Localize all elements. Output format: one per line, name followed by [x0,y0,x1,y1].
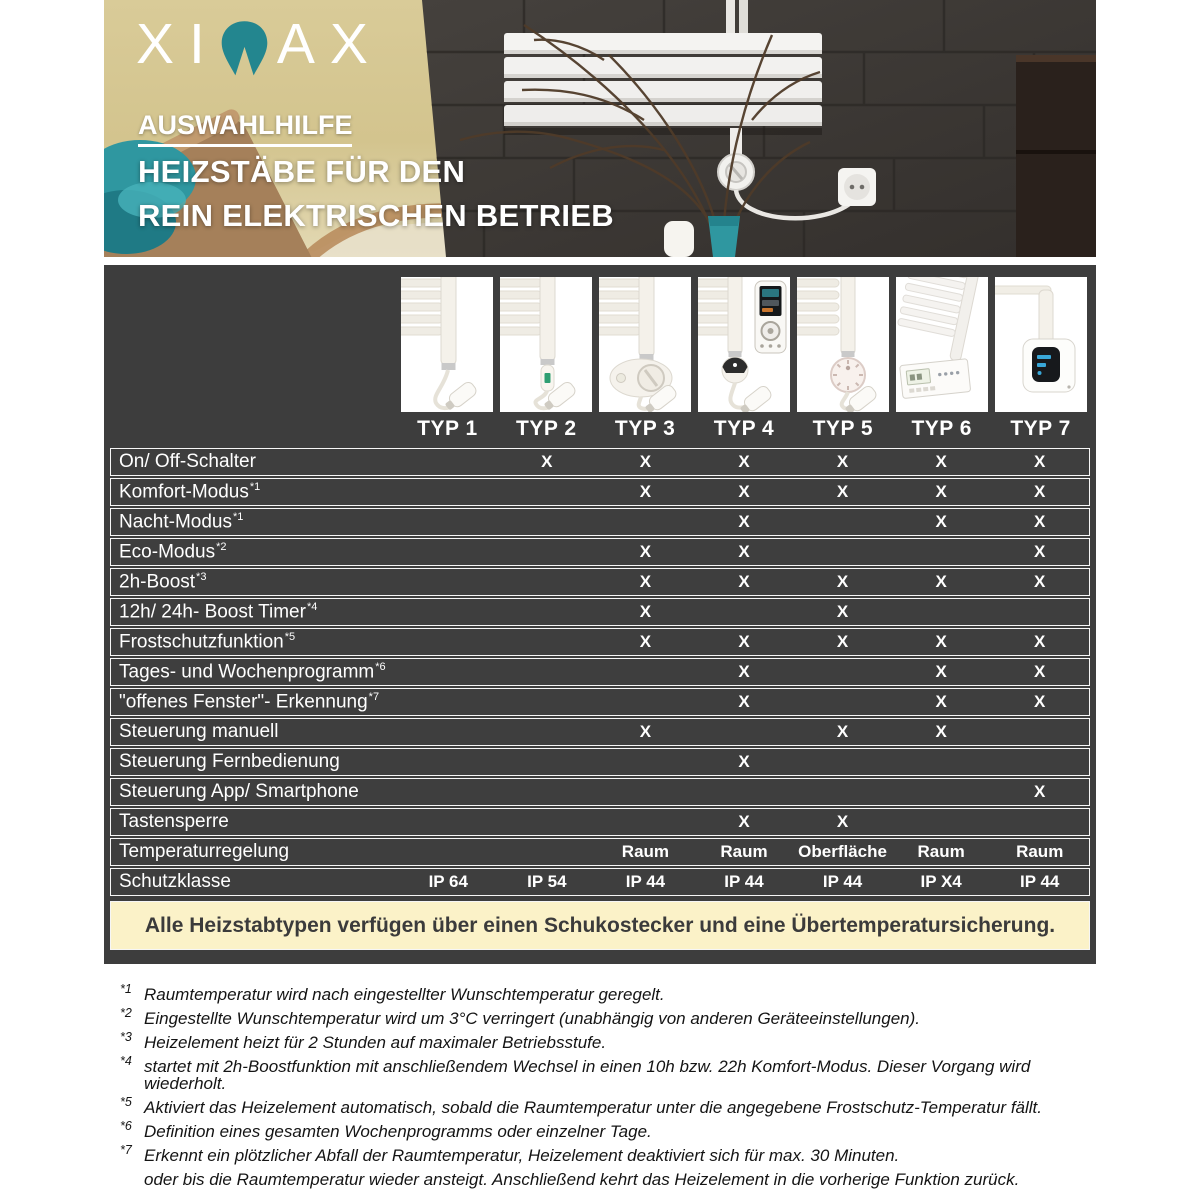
product-type-label: TYP 6 [911,417,972,440]
footnote-reference: *7 [368,690,380,703]
product-column [398,277,497,448]
feature-cell: X [935,692,947,711]
product-column [695,277,794,448]
feature-cell: X [1034,632,1046,651]
feature-cell: X [935,722,947,741]
feature-cell: X [639,542,652,561]
product-row-spacer [110,277,398,448]
heating-rod-cable-plug-icon [401,277,493,412]
heating-rod-dial-controller-icon [599,277,691,412]
feature-label: Komfort-Modus$^{*1}$ [119,480,261,503]
footnote-line [120,1005,1096,1028]
feature-cell: X [836,572,849,591]
feature-cell: X [935,632,947,651]
feature-cell: X [1034,542,1046,561]
feature-cell: X [738,692,750,711]
feature-cell: X [836,812,849,831]
feature-cell: X [935,452,947,471]
feature-label: Tastensperre [119,811,229,832]
footnote-line [120,1095,1096,1118]
feature-cell: X [738,812,750,831]
heating-rod-thermostat-dial-icon [797,277,889,412]
product-type-label: TYP 5 [812,417,874,440]
radiator-wall-control-panel-icon [896,277,988,412]
feature-cell: X [935,512,947,531]
feature-cell: X [639,602,652,621]
product-column [497,277,596,448]
feature-cell: X [1034,782,1046,801]
feature-label: 12h/ 24h- Boost Timer$^{*4}$ [119,600,318,623]
footnote-text: Definition eines gesamten Wochenprogramms oder einzelner Tage. [144,1122,652,1142]
feature-cell: X [738,452,750,471]
footnote-text: startet mit 2h-Boostfunktion mit anschließendem Wechsel in einen 10h bzw. 22h Komfort-Modus. Dieser Vorgang wird wiederholt. [144,1056,1031,1094]
hero-title-line2: REIN ELEKTRISCHEN BETRIEB [138,198,614,234]
heating-rod-remote-control-icon [698,277,790,412]
product-column [892,277,991,448]
feature-row [110,508,1090,536]
feature-cell: X [639,452,652,471]
logo-text-left: XI [136,12,220,76]
product-column [991,277,1090,448]
hero-eyebrow: AUSWAHLHILFE [138,110,352,147]
feature-cell: Raum [1016,842,1064,861]
feature-label: Steuerung manuell [119,721,279,742]
feature-row [110,868,1090,896]
feature-cell: X [639,572,652,591]
feature-cell: X [836,602,849,621]
feature-cell: X [1034,662,1046,681]
footnotes [120,982,1096,1189]
feature-cell: X [836,482,849,501]
hero-title [138,150,614,238]
feature-cell: IP 44 [625,872,666,891]
footnote-line [120,1142,1096,1165]
product-type-label: TYP 2 [516,417,577,440]
feature-cell: X [836,452,849,471]
feature-label: On/ Off-Schalter [119,451,256,472]
feature-label: Temperaturregelung [119,841,290,862]
feature-table [110,448,1090,896]
heating-rod-inline-switch-icon [500,277,592,412]
feature-cell: X [738,542,750,561]
feature-cell: X [738,632,750,651]
footnote-reference: *2 [216,540,227,553]
footnote-line [120,1119,1096,1142]
ximax-m-drop-mark-icon [216,17,273,87]
feature-label: 2h-Boost$^{*3}$ [119,570,207,593]
feature-cell: X [1034,572,1046,591]
feature-cell: X [639,482,652,501]
feature-cell: X [1034,692,1046,711]
info-banner: Alle Heizstabtypen verfügen über einen Schukostecker und eine Übertemperatursicherung. [110,901,1090,950]
feature-cell: X [639,722,652,741]
feature-cell: X [738,512,750,531]
feature-cell: X [836,722,849,741]
footnote-text: Heizelement heizt für 2 Stunden auf maximaler Betriebsstufe. [144,1032,607,1052]
feature-label: Steuerung App/ Smartphone [119,781,359,802]
feature-cell: IP 54 [527,872,567,891]
footnote-reference: *1 [233,510,244,523]
feature-label: "offenes Fenster"- Erkennung$^{*7}$ [119,690,380,713]
feature-cell: X [639,632,652,651]
footnote-marker: *2 [120,1005,132,1020]
feature-row [110,598,1090,626]
feature-label: Tages- und Wochenprogramm$^{*6}$ [119,660,386,683]
feature-row [110,628,1090,656]
footnote-text: Raumtemperatur wird nach eingestellter Wunschtemperatur geregelt. [144,985,665,1004]
footnote-reference: *3 [196,570,207,583]
footnote-reference: *1 [249,480,261,493]
feature-label: Schutzklasse [119,871,231,892]
hero-title-line1: HEIZSTÄBE FÜR DEN [138,154,466,189]
feature-cell: X [738,662,750,681]
product-type-label: TYP 1 [417,417,478,440]
product-type-label: TYP 4 [713,417,775,440]
logo-text-right: AX [276,12,383,76]
footnote-text: Aktiviert das Heizelement automatisch, sobald die Raumtemperatur unter die angegebene Frostschutz-Temperatur fällt. [144,1098,1042,1118]
feature-row [110,808,1090,836]
feature-cell: Oberfläche [798,842,887,861]
footnote-marker: *6 [120,1119,132,1134]
ximax-logo [136,12,383,87]
feature-cell: X [1034,452,1046,471]
feature-cell: IP 64 [428,872,468,891]
feature-cell: X [541,452,553,471]
feature-cell: X [738,482,750,501]
feature-row [110,838,1090,866]
feature-row [110,478,1090,506]
feature-cell: Raum [621,842,670,861]
feature-cell: X [1034,482,1046,501]
product-type-label: TYP 7 [1010,417,1071,440]
feature-row [110,568,1090,596]
footnote-reference: *5 [284,630,296,643]
footnote-text: oder bis die Raumtemperatur wieder ansteigt. Anschließend kehrt das Heizelement in die vorherige Funktion zurück. [144,1169,1020,1189]
feature-label: Eco-Modus$^{*2}$ [119,540,227,563]
product-column [793,277,892,448]
feature-cell: X [935,572,947,591]
feature-cell: IP 44 [1020,872,1060,891]
footnote-line [120,982,1096,1004]
footnote-line [120,1171,1096,1189]
product-type-label: TYP 3 [614,417,676,440]
footnote-line [120,1029,1096,1052]
feature-cell: X [836,632,849,651]
feature-label: Frostschutzfunktion$^{*5}$ [119,630,296,653]
footnote-marker: *5 [120,1095,132,1110]
feature-label: Steuerung Fernbedienung [119,751,340,772]
footnote-marker [120,1168,144,1186]
footnote-reference: *6 [375,660,386,673]
footnote-text: Erkennt ein plötzlicher Abfall der Raumtemperatur, Heizelement deaktiviert sich für max. 30 Minuten. [144,1145,900,1165]
feature-label: Nacht-Modus$^{*1}$ [119,510,244,533]
product-row [110,277,1090,448]
feature-cell: X [935,662,947,681]
footnote-marker: *1 [120,982,132,996]
feature-row [110,448,1090,476]
feature-cell: IP X4 [920,872,962,891]
feature-row [110,538,1090,566]
feature-cell: X [738,752,750,771]
footnote-line [120,1053,1096,1094]
feature-cell: X [935,482,947,501]
feature-cell: X [1034,512,1046,531]
hero-header [104,0,1096,257]
product-column [596,277,695,448]
feature-row [110,658,1090,686]
feature-cell: X [738,572,750,591]
feature-row [110,748,1090,776]
feature-row [110,778,1090,806]
heating-rod-digital-box-icon [995,277,1087,412]
comparison-panel [104,265,1096,964]
footnote-reference: *4 [306,600,318,613]
feature-cell: IP 44 [822,872,863,891]
footnote-text: Eingestellte Wunschtemperatur wird um 3°C verringert (unabhängig von anderen Geräteeinstellungen). [144,1008,920,1028]
footnote-marker: *4 [120,1053,132,1068]
footnote-marker: *7 [120,1142,132,1157]
feature-row [110,718,1090,746]
footnote-marker: *3 [120,1029,132,1044]
feature-cell: Raum [720,842,768,861]
feature-row [110,688,1090,716]
feature-cell: IP 44 [724,872,764,891]
feature-cell: Raum [917,842,965,861]
